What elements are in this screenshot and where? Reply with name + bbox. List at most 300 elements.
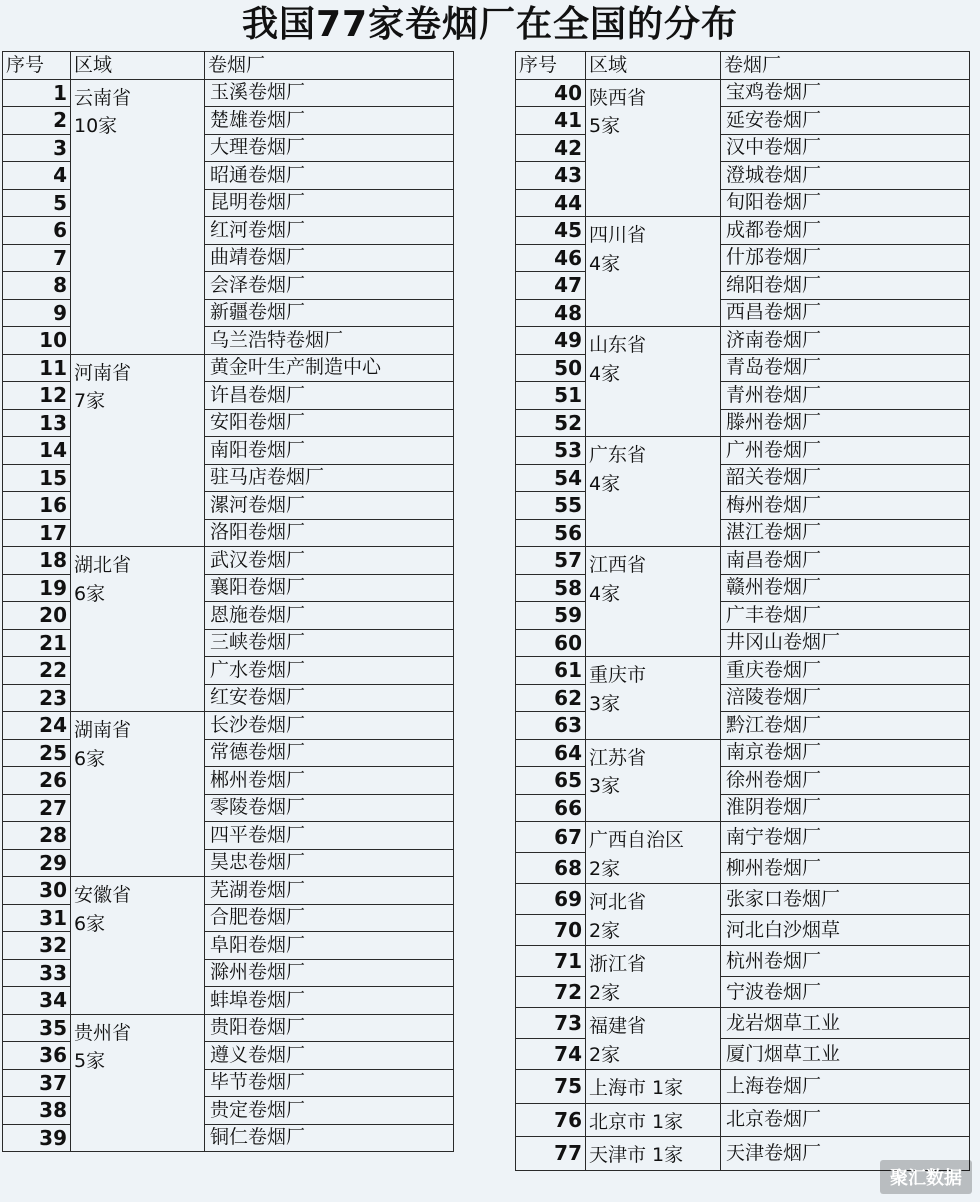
row-number: 33 bbox=[3, 959, 71, 987]
row-number: 29 bbox=[3, 849, 71, 877]
table-header-row bbox=[516, 52, 970, 80]
row-number: 26 bbox=[3, 767, 71, 795]
header-factory: 卷烟厂 bbox=[205, 52, 454, 80]
factory-name: 上海卷烟厂 bbox=[721, 1070, 970, 1104]
table-row bbox=[516, 629, 970, 657]
row-number: 64 bbox=[516, 739, 586, 767]
table-header-row bbox=[3, 52, 454, 80]
table-body-right bbox=[516, 79, 970, 1170]
table-row bbox=[516, 547, 970, 575]
page-title: 我国77家卷烟厂在全国的分布 bbox=[241, 4, 739, 45]
region-cell bbox=[586, 547, 721, 657]
region-name: 福建省 bbox=[589, 1015, 647, 1037]
row-number: 41 bbox=[516, 107, 586, 135]
table-row bbox=[3, 437, 454, 465]
table-row bbox=[516, 822, 970, 853]
row-number: 15 bbox=[3, 464, 71, 492]
row-number: 71 bbox=[516, 946, 586, 977]
factory-name: 驻马店卷烟厂 bbox=[205, 464, 454, 492]
region-count: 2家 bbox=[589, 1043, 621, 1066]
factory-name: 柳州卷烟厂 bbox=[721, 853, 970, 884]
region-name: 陕西省 bbox=[589, 86, 647, 109]
region-name: 上海市 1家 bbox=[589, 1077, 684, 1099]
row-number: 65 bbox=[516, 767, 586, 795]
row-number: 46 bbox=[516, 244, 586, 272]
row-number: 62 bbox=[516, 684, 586, 712]
row-number: 3 bbox=[3, 134, 71, 162]
row-number: 35 bbox=[3, 1014, 71, 1042]
region-count: 2家 bbox=[589, 857, 621, 880]
table-row bbox=[3, 712, 454, 740]
table-row bbox=[516, 327, 970, 355]
table-row bbox=[3, 1097, 454, 1125]
row-number: 47 bbox=[516, 272, 586, 300]
row-number: 57 bbox=[516, 547, 586, 575]
region-name: 浙江省 bbox=[589, 953, 647, 975]
factory-name: 昊忠卷烟厂 bbox=[205, 849, 454, 877]
row-number: 40 bbox=[516, 79, 586, 107]
region-name: 江苏省 bbox=[589, 746, 647, 769]
row-number: 61 bbox=[516, 657, 586, 685]
table-row bbox=[516, 684, 970, 712]
region-count: 10家 bbox=[74, 115, 118, 137]
factory-name: 南京卷烟厂 bbox=[721, 739, 970, 767]
region-cell bbox=[586, 437, 721, 547]
factory-name: 广水卷烟厂 bbox=[205, 657, 454, 685]
table-row bbox=[3, 657, 454, 685]
factory-name: 井冈山卷烟厂 bbox=[721, 629, 970, 657]
table-row bbox=[516, 853, 970, 884]
table-row bbox=[3, 1069, 454, 1097]
row-number: 53 bbox=[516, 437, 586, 465]
factory-name: 贵阳卷烟厂 bbox=[205, 1014, 454, 1042]
row-number: 23 bbox=[3, 684, 71, 712]
table-row bbox=[516, 107, 970, 135]
table-row bbox=[516, 915, 970, 946]
table-row bbox=[3, 162, 454, 190]
table-row bbox=[516, 884, 970, 915]
table-row bbox=[3, 354, 454, 382]
row-number: 58 bbox=[516, 574, 586, 602]
table-row bbox=[516, 382, 970, 410]
row-number: 2 bbox=[3, 107, 71, 135]
region-name: 云南省 bbox=[74, 86, 132, 109]
factory-name: 三峡卷烟厂 bbox=[205, 629, 454, 657]
factory-name: 滁州卷烟厂 bbox=[205, 959, 454, 987]
row-number: 9 bbox=[3, 299, 71, 327]
region-cell bbox=[586, 1008, 721, 1070]
factory-name: 黔江卷烟厂 bbox=[721, 712, 970, 740]
row-number: 55 bbox=[516, 492, 586, 520]
table-row bbox=[3, 327, 454, 355]
table-row bbox=[516, 657, 970, 685]
factory-name: 安阳卷烟厂 bbox=[205, 409, 454, 437]
factory-name: 曲靖卷烟厂 bbox=[205, 244, 454, 272]
row-number: 73 bbox=[516, 1008, 586, 1039]
row-number: 39 bbox=[3, 1124, 71, 1152]
table-row bbox=[3, 574, 454, 602]
table-row bbox=[3, 189, 454, 217]
row-number: 69 bbox=[516, 884, 586, 915]
table-row bbox=[3, 519, 454, 547]
factory-name: 北京卷烟厂 bbox=[721, 1103, 970, 1137]
region-name: 天津市 1家 bbox=[589, 1144, 684, 1166]
region-cell bbox=[586, 327, 721, 437]
row-number: 17 bbox=[3, 519, 71, 547]
region-count: 5家 bbox=[589, 115, 621, 137]
row-number: 51 bbox=[516, 382, 586, 410]
factory-name: 阜阳卷烟厂 bbox=[205, 932, 454, 960]
region-cell bbox=[71, 79, 205, 354]
table-row bbox=[516, 574, 970, 602]
factory-name: 济南卷烟厂 bbox=[721, 327, 970, 355]
factory-name: 许昌卷烟厂 bbox=[205, 382, 454, 410]
row-number: 50 bbox=[516, 354, 586, 382]
factory-name: 龙岩烟草工业 bbox=[721, 1008, 970, 1039]
table-row bbox=[3, 464, 454, 492]
table-row bbox=[516, 712, 970, 740]
row-number: 45 bbox=[516, 217, 586, 245]
region-cell bbox=[586, 946, 721, 1008]
table-row bbox=[3, 79, 454, 107]
factory-table-left bbox=[2, 51, 454, 1152]
table-row bbox=[516, 1008, 970, 1039]
region-name: 江西省 bbox=[589, 554, 647, 576]
factory-name: 南阳卷烟厂 bbox=[205, 437, 454, 465]
factory-name: 红安卷烟厂 bbox=[205, 684, 454, 712]
factory-name: 四平卷烟厂 bbox=[205, 822, 454, 850]
region-name: 湖南省 bbox=[74, 719, 132, 741]
factory-name: 郴州卷烟厂 bbox=[205, 767, 454, 795]
factory-name: 昭通卷烟厂 bbox=[205, 162, 454, 190]
region-name: 广西自治区 bbox=[589, 829, 685, 851]
factory-name: 韶关卷烟厂 bbox=[721, 464, 970, 492]
factory-name: 宝鸡卷烟厂 bbox=[721, 79, 970, 107]
table-row bbox=[516, 946, 970, 977]
row-number: 60 bbox=[516, 629, 586, 657]
region-cell bbox=[586, 217, 721, 327]
table-body-left bbox=[3, 79, 454, 1152]
table-row bbox=[516, 1103, 970, 1137]
row-number: 37 bbox=[3, 1069, 71, 1097]
table-row bbox=[3, 904, 454, 932]
header-region: 区域 bbox=[586, 52, 721, 80]
factory-name: 蚌埠卷烟厂 bbox=[205, 987, 454, 1015]
row-number: 49 bbox=[516, 327, 586, 355]
table-row bbox=[516, 244, 970, 272]
factory-name: 广州卷烟厂 bbox=[721, 437, 970, 465]
factory-name: 漯河卷烟厂 bbox=[205, 492, 454, 520]
factory-name: 徐州卷烟厂 bbox=[721, 767, 970, 795]
region-cell bbox=[586, 739, 721, 822]
row-number: 66 bbox=[516, 794, 586, 822]
factory-name: 大理卷烟厂 bbox=[205, 134, 454, 162]
region-name: 河北省 bbox=[589, 891, 647, 913]
table-row bbox=[3, 959, 454, 987]
factory-name: 旬阳卷烟厂 bbox=[721, 189, 970, 217]
region-cell bbox=[586, 657, 721, 740]
row-number: 4 bbox=[3, 162, 71, 190]
header-num: 序号 bbox=[516, 52, 586, 80]
row-number: 6 bbox=[3, 217, 71, 245]
row-number: 77 bbox=[516, 1137, 586, 1171]
factory-name: 淮阴卷烟厂 bbox=[721, 794, 970, 822]
row-number: 63 bbox=[516, 712, 586, 740]
region-cell bbox=[586, 79, 721, 217]
factory-name: 湛江卷烟厂 bbox=[721, 519, 970, 547]
table-row bbox=[516, 492, 970, 520]
table-row bbox=[516, 1070, 970, 1104]
factory-name: 杭州卷烟厂 bbox=[721, 946, 970, 977]
factory-name: 贵定卷烟厂 bbox=[205, 1097, 454, 1125]
row-number: 34 bbox=[3, 987, 71, 1015]
region-count: 3家 bbox=[589, 775, 621, 797]
row-number: 76 bbox=[516, 1103, 586, 1137]
table-row bbox=[3, 602, 454, 630]
header-factory: 卷烟厂 bbox=[721, 52, 970, 80]
table-row bbox=[516, 794, 970, 822]
table-row bbox=[3, 272, 454, 300]
row-number: 42 bbox=[516, 134, 586, 162]
region-name: 安徽省 bbox=[74, 884, 132, 906]
table-row bbox=[516, 602, 970, 630]
region-name: 四川省 bbox=[589, 224, 647, 246]
row-number: 25 bbox=[3, 739, 71, 767]
factory-name: 常德卷烟厂 bbox=[205, 739, 454, 767]
table-row bbox=[516, 409, 970, 437]
factory-name: 毕节卷烟厂 bbox=[205, 1069, 454, 1097]
table-row bbox=[3, 217, 454, 245]
row-number: 28 bbox=[3, 822, 71, 850]
factory-name: 乌兰浩特卷烟厂 bbox=[205, 327, 454, 355]
watermark: 聚汇数据 bbox=[880, 1160, 972, 1194]
factory-name: 成都卷烟厂 bbox=[721, 217, 970, 245]
table-row bbox=[3, 739, 454, 767]
row-number: 16 bbox=[3, 492, 71, 520]
table-row bbox=[516, 162, 970, 190]
region-cell bbox=[586, 1137, 721, 1171]
factory-name: 绵阳卷烟厂 bbox=[721, 272, 970, 300]
factory-name: 铜仁卷烟厂 bbox=[205, 1124, 454, 1152]
table-row bbox=[3, 849, 454, 877]
region-count: 6家 bbox=[74, 912, 106, 935]
factory-name: 黄金叶生产制造中心 bbox=[205, 354, 454, 382]
factory-name: 青岛卷烟厂 bbox=[721, 354, 970, 382]
region-count: 4家 bbox=[589, 362, 621, 385]
row-number: 56 bbox=[516, 519, 586, 547]
row-number: 72 bbox=[516, 977, 586, 1008]
factory-name: 什邡卷烟厂 bbox=[721, 244, 970, 272]
row-number: 32 bbox=[3, 932, 71, 960]
region-cell bbox=[71, 877, 205, 1015]
row-number: 74 bbox=[516, 1039, 586, 1070]
factory-name: 合肥卷烟厂 bbox=[205, 904, 454, 932]
row-number: 24 bbox=[3, 712, 71, 740]
table-row bbox=[3, 382, 454, 410]
factory-name: 梅州卷烟厂 bbox=[721, 492, 970, 520]
row-number: 54 bbox=[516, 464, 586, 492]
table-row bbox=[3, 684, 454, 712]
row-number: 7 bbox=[3, 244, 71, 272]
row-number: 59 bbox=[516, 602, 586, 630]
table-row bbox=[516, 739, 970, 767]
row-number: 67 bbox=[516, 822, 586, 853]
region-name: 重庆市 bbox=[589, 664, 647, 686]
row-number: 38 bbox=[3, 1097, 71, 1125]
factory-name: 厦门烟草工业 bbox=[721, 1039, 970, 1070]
region-count: 4家 bbox=[589, 472, 621, 495]
factory-name: 南昌卷烟厂 bbox=[721, 547, 970, 575]
table-row bbox=[516, 217, 970, 245]
table-row bbox=[516, 437, 970, 465]
region-cell bbox=[586, 1103, 721, 1137]
table-row bbox=[3, 987, 454, 1015]
region-count: 2家 bbox=[589, 981, 621, 1004]
factory-name: 汉中卷烟厂 bbox=[721, 134, 970, 162]
region-cell bbox=[586, 822, 721, 884]
row-number: 44 bbox=[516, 189, 586, 217]
factory-name: 襄阳卷烟厂 bbox=[205, 574, 454, 602]
factory-name: 遵义卷烟厂 bbox=[205, 1042, 454, 1070]
row-number: 48 bbox=[516, 299, 586, 327]
factory-name: 会泽卷烟厂 bbox=[205, 272, 454, 300]
row-number: 75 bbox=[516, 1070, 586, 1104]
factory-table-right bbox=[515, 51, 970, 1171]
region-name: 北京市 1家 bbox=[589, 1110, 684, 1133]
row-number: 31 bbox=[3, 904, 71, 932]
factory-name: 武汉卷烟厂 bbox=[205, 547, 454, 575]
factory-name: 河北白沙烟草 bbox=[721, 915, 970, 946]
row-number: 8 bbox=[3, 272, 71, 300]
region-name: 广东省 bbox=[589, 444, 647, 466]
region-count: 6家 bbox=[74, 582, 106, 605]
table-row bbox=[516, 79, 970, 107]
factory-name: 南宁卷烟厂 bbox=[721, 822, 970, 853]
table-row bbox=[3, 877, 454, 905]
region-count: 7家 bbox=[74, 390, 106, 412]
table-row bbox=[3, 629, 454, 657]
factory-name: 澄城卷烟厂 bbox=[721, 162, 970, 190]
region-name: 山东省 bbox=[589, 334, 647, 356]
table-row bbox=[516, 464, 970, 492]
row-number: 27 bbox=[3, 794, 71, 822]
factory-name: 洛阳卷烟厂 bbox=[205, 519, 454, 547]
row-number: 14 bbox=[3, 437, 71, 465]
row-number: 52 bbox=[516, 409, 586, 437]
region-count: 5家 bbox=[74, 1050, 106, 1072]
table-row bbox=[516, 977, 970, 1008]
table-row bbox=[516, 767, 970, 795]
row-number: 1 bbox=[3, 79, 71, 107]
factory-name: 昆明卷烟厂 bbox=[205, 189, 454, 217]
table-row bbox=[516, 299, 970, 327]
factory-name: 延安卷烟厂 bbox=[721, 107, 970, 135]
region-count: 4家 bbox=[589, 252, 621, 275]
table-row bbox=[3, 134, 454, 162]
region-name: 湖北省 bbox=[74, 554, 132, 576]
row-number: 43 bbox=[516, 162, 586, 190]
factory-name: 长沙卷烟厂 bbox=[205, 712, 454, 740]
region-cell bbox=[586, 1070, 721, 1104]
region-cell bbox=[71, 1014, 205, 1152]
region-name: 河南省 bbox=[74, 361, 132, 384]
table-row bbox=[516, 272, 970, 300]
factory-name: 零陵卷烟厂 bbox=[205, 794, 454, 822]
factory-name: 滕州卷烟厂 bbox=[721, 409, 970, 437]
region-count: 6家 bbox=[74, 747, 106, 770]
table-row bbox=[3, 822, 454, 850]
row-number: 36 bbox=[3, 1042, 71, 1070]
row-number: 21 bbox=[3, 629, 71, 657]
factory-name: 广丰卷烟厂 bbox=[721, 602, 970, 630]
region-cell bbox=[586, 884, 721, 946]
region-cell bbox=[71, 547, 205, 712]
region-name: 贵州省 bbox=[74, 1021, 132, 1044]
header-num: 序号 bbox=[3, 52, 71, 80]
table-row bbox=[3, 767, 454, 795]
row-number: 22 bbox=[3, 657, 71, 685]
table-row bbox=[3, 547, 454, 575]
table-row bbox=[516, 189, 970, 217]
table-row bbox=[3, 1042, 454, 1070]
factory-name: 赣州卷烟厂 bbox=[721, 574, 970, 602]
factory-name: 恩施卷烟厂 bbox=[205, 602, 454, 630]
table-row bbox=[3, 1014, 454, 1042]
table-row bbox=[3, 299, 454, 327]
table-row bbox=[516, 134, 970, 162]
factory-name: 宁波卷烟厂 bbox=[721, 977, 970, 1008]
table-row bbox=[3, 244, 454, 272]
factory-name: 天津卷烟厂 bbox=[721, 1137, 970, 1171]
factory-name: 西昌卷烟厂 bbox=[721, 299, 970, 327]
table-row bbox=[516, 1039, 970, 1070]
table-row bbox=[3, 932, 454, 960]
factory-name: 楚雄卷烟厂 bbox=[205, 107, 454, 135]
factory-name: 张家口卷烟厂 bbox=[721, 884, 970, 915]
row-number: 18 bbox=[3, 547, 71, 575]
row-number: 13 bbox=[3, 409, 71, 437]
header-region: 区域 bbox=[71, 52, 205, 80]
row-number: 10 bbox=[3, 327, 71, 355]
row-number: 19 bbox=[3, 574, 71, 602]
row-number: 20 bbox=[3, 602, 71, 630]
factory-name: 青州卷烟厂 bbox=[721, 382, 970, 410]
table-row bbox=[516, 354, 970, 382]
table-row bbox=[3, 409, 454, 437]
factory-name: 芜湖卷烟厂 bbox=[205, 877, 454, 905]
table-row bbox=[516, 519, 970, 547]
factory-name: 玉溪卷烟厂 bbox=[205, 79, 454, 107]
table-row bbox=[3, 492, 454, 520]
row-number: 5 bbox=[3, 189, 71, 217]
region-cell bbox=[71, 712, 205, 877]
row-number: 12 bbox=[3, 382, 71, 410]
table-row bbox=[3, 794, 454, 822]
factory-name: 新疆卷烟厂 bbox=[205, 299, 454, 327]
factory-name: 重庆卷烟厂 bbox=[721, 657, 970, 685]
table-row bbox=[3, 1124, 454, 1152]
row-number: 30 bbox=[3, 877, 71, 905]
region-count: 3家 bbox=[589, 692, 621, 715]
table-row bbox=[3, 107, 454, 135]
region-count: 2家 bbox=[589, 919, 621, 942]
factory-name: 涪陵卷烟厂 bbox=[721, 684, 970, 712]
factory-name: 红河卷烟厂 bbox=[205, 217, 454, 245]
region-count: 4家 bbox=[589, 582, 621, 605]
row-number: 70 bbox=[516, 915, 586, 946]
row-number: 68 bbox=[516, 853, 586, 884]
region-cell bbox=[71, 354, 205, 547]
